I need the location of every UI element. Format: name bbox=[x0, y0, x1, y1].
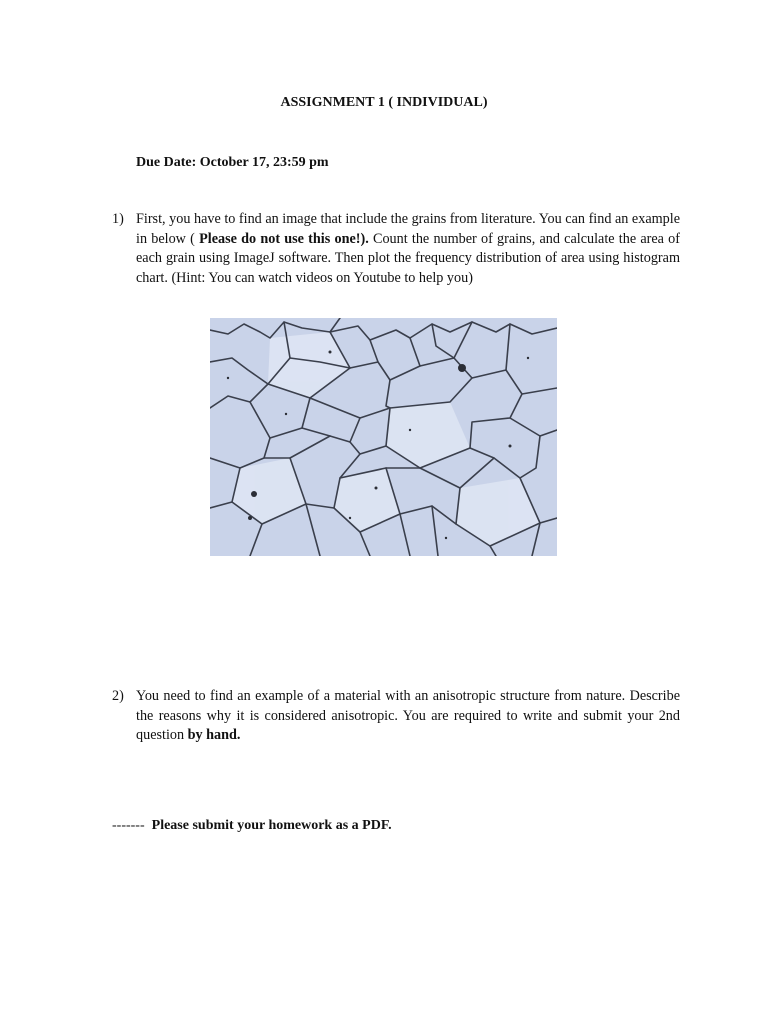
grain-boundaries-illustration bbox=[210, 318, 557, 556]
warning-text: Please do not use this one!). bbox=[194, 230, 369, 247]
question-number: 2) bbox=[112, 688, 124, 704]
footer-dashes: ------- bbox=[112, 818, 145, 833]
question-2 bbox=[112, 687, 680, 746]
by-hand-emphasis: by hand. bbox=[187, 727, 241, 744]
assignment-title: ASSIGNMENT 1 ( INDIVIDUAL) bbox=[280, 95, 488, 110]
question-text bbox=[136, 687, 680, 746]
question-number: 1) bbox=[112, 211, 124, 227]
question-text-part: First, you have to find an image that include the grains from literature. You can find an example in below ( bbox=[136, 211, 680, 247]
question-text bbox=[136, 210, 680, 288]
footer-text: Please submit your homework as a PDF. bbox=[151, 818, 392, 833]
question-text-part: You need to find an example of a material with an anisotropic structure from nature. Describe the reasons why it is considered anisotropic. You are required to write and submit your 2nd question bbox=[136, 688, 680, 744]
question-text-part: Count the number of grains, and calculate the area of each grain using ImageJ software. Then plot the frequency distribution of area using histogram chart. (Hint: You can watch videos on Youtube to help you) bbox=[136, 230, 680, 286]
question-1 bbox=[112, 210, 680, 288]
grain-micrograph-image bbox=[210, 318, 557, 556]
submission-note bbox=[112, 816, 392, 836]
due-date: Due Date: October 17, 23:59 pm bbox=[136, 155, 329, 170]
